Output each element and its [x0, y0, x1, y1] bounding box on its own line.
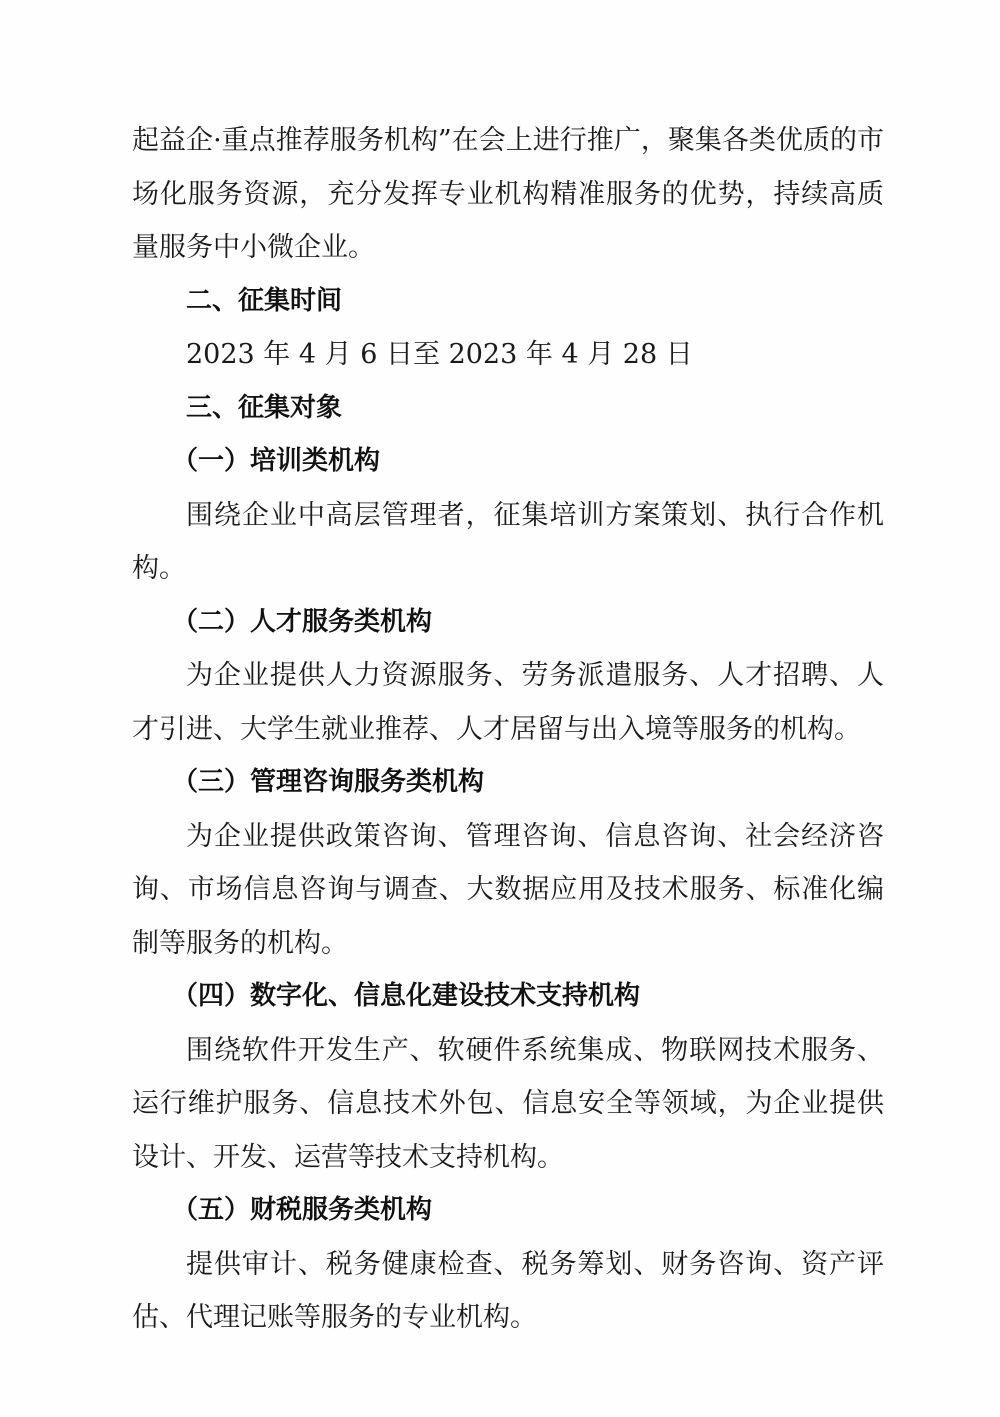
subsection-heading-training: （一）培训类机构 — [172, 446, 381, 476]
section-heading-time: 二、征集时间 — [186, 285, 343, 316]
subsection-heading-digital: （四）数字化、信息化建设技术支持机构 — [172, 981, 641, 1011]
collection-period: 2023 年 4 月 6 日至 2023 年 4 月 28 日 — [186, 339, 693, 370]
document-body — [132, 114, 884, 1345]
subsection-heading-consulting: （三）管理咨询服务类机构 — [172, 767, 485, 797]
intro-paragraph: 起益企·重点推荐服务机构”在会上进行推广，聚集各类优质的市场化服务资源，充分发挥专业机构精准服务的优势，持续高质量服务中小微企业。 — [132, 125, 884, 263]
subsection-body-finance-tax: 提供审计、税务健康检查、税务筹划、财务咨询、资产评估、代理记账等服务的专业机构。 — [132, 1248, 884, 1333]
subsection-heading-talent: （二）人才服务类机构 — [172, 606, 433, 637]
subsection-heading-finance-tax: （五）财税服务类机构 — [172, 1195, 433, 1225]
subsection-body-digital: 围绕软件开发生产、软硬件系统集成、物联网技术服务、运行维护服务、信息技术外包、信息安全等领域，为企业提供设计、开发、运营等技术支持机构。 — [132, 1034, 884, 1173]
subsection-body-consulting: 为企业提供政策咨询、管理咨询、信息咨询、社会经济咨询、市场信息咨询与调查、大数据应用及技术服务、标准化编制等服务的机构。 — [132, 820, 884, 959]
section-heading-targets: 三、征集对象 — [186, 392, 343, 423]
subsection-body-talent: 为企业提供人力资源服务、劳务派遣服务、人才招聘、人才引进、大学生就业推荐、人才居留与出入境等服务的机构。 — [132, 660, 884, 745]
subsection-body-training: 围绕企业中高层管理者，征集培训方案策划、执行合作机构。 — [132, 499, 884, 584]
